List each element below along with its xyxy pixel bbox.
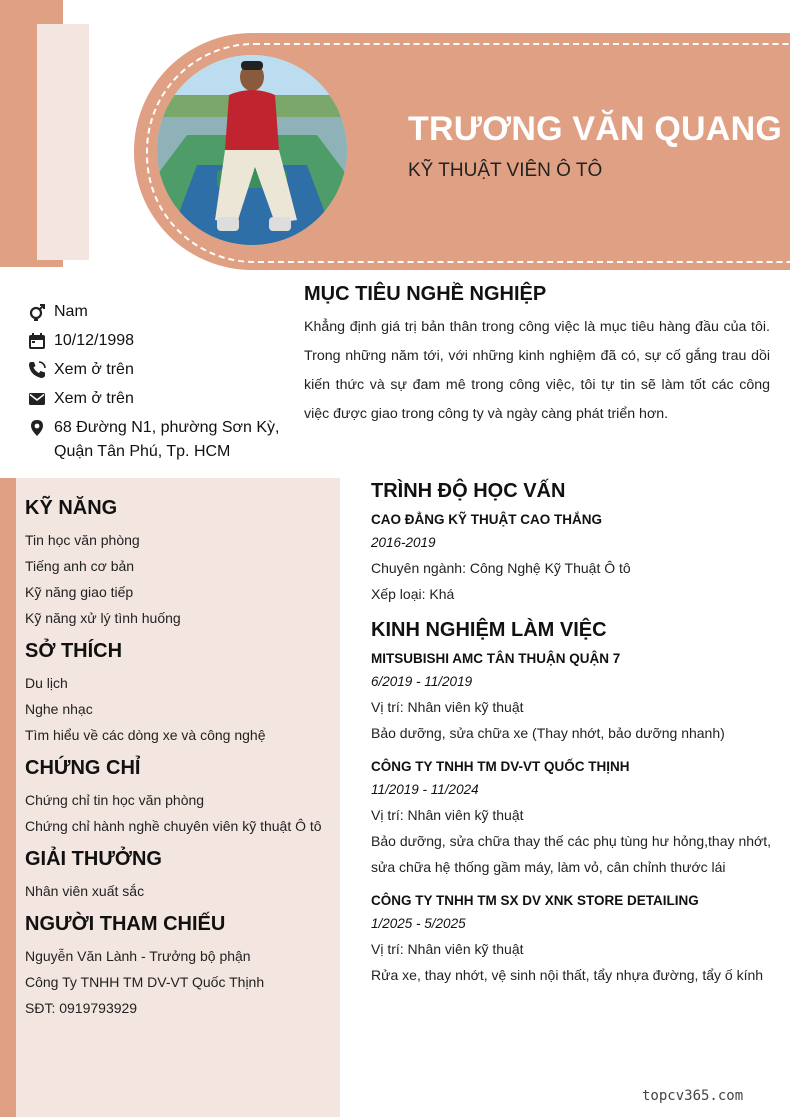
- job-period: 11/2019 - 11/2024: [371, 782, 479, 797]
- contact-gender-value: Nam: [54, 303, 88, 320]
- hobby-item: Tìm hiểu về các dòng xe và công nghệ: [25, 727, 266, 743]
- left-accent-bar: [0, 478, 16, 1117]
- references-heading: NGƯỜI THAM CHIẾU: [25, 913, 226, 935]
- skills-section: [25, 497, 335, 631]
- contact-birthday: [28, 329, 288, 353]
- job-period: 6/2019 - 11/2019: [371, 674, 473, 689]
- left-column: [25, 497, 335, 1030]
- education-school: CAO ĐẲNG KỸ THUẬT CAO THẮNG: [371, 512, 602, 527]
- awards-heading: GIẢI THƯỞNG: [25, 848, 162, 870]
- objective-text: Khẳng định giá trị bản thân trong công việc là mục tiêu hàng đầu của tôi. Trong những năm tới, với những kinh nghiệm đã có, sự cố gắng trau dồi kiến thức và sự đam mê trong công việc, tôi tự tin sẽ làm tốt các công việc được giao trong công ty và ngày càng phát triển hơn.: [304, 319, 770, 422]
- certificates-heading: CHỨNG CHỈ: [25, 757, 141, 779]
- job-description: Bảo dưỡng, sửa chữa xe (Thay nhớt, bảo dưỡng nhanh): [371, 725, 725, 741]
- phone-icon: [28, 361, 46, 379]
- education-major: Chuyên ngành: Công Nghệ Kỹ Thuật Ô tô: [371, 560, 631, 576]
- contact-birthday-value: 10/12/1998: [54, 332, 135, 349]
- contact-list: [28, 300, 288, 469]
- contact-address-value: 68 Đường N1, phường Sơn Kỳ, Quận Tân Phú, Tp. HCM: [54, 419, 280, 460]
- contact-phone: [28, 358, 288, 382]
- hobbies-section: [25, 640, 335, 748]
- job-position: Vị trí: Nhân viên kỹ thuật: [371, 807, 524, 823]
- skill-item: Tiếng anh cơ bản: [25, 558, 135, 574]
- contact-gender: [28, 300, 288, 324]
- candidate-name: TRƯƠNG VĂN QUANG: [408, 110, 782, 148]
- job-description: Bảo dưỡng, sửa chữa thay thế các phụ tùng hư hỏng,thay nhớt, sửa chữa hệ thống gầm máy, làm vỏ, cân chỉnh thước lái: [371, 833, 771, 875]
- job-entry: [371, 648, 771, 746]
- job-company: MITSUBISHI AMC TÂN THUẬN QUẬN 7: [371, 651, 621, 666]
- hobby-item: Nghe nhạc: [25, 701, 93, 717]
- experience-heading: KINH NGHIỆM LÀM VIỆC: [371, 619, 607, 641]
- reference-item: SĐT: 0919793929: [25, 1000, 138, 1016]
- gender-icon: [28, 303, 46, 321]
- job-period: 1/2025 - 5/2025: [371, 916, 466, 931]
- contact-email-value: Xem ở trên: [54, 390, 134, 407]
- award-item: Nhân viên xuất sắc: [25, 883, 145, 899]
- contact-phone-value: Xem ở trên: [54, 361, 134, 378]
- candidate-job-title: KỸ THUẬT VIÊN Ô TÔ: [408, 160, 603, 181]
- education-grade: Xếp loại: Khá: [371, 586, 455, 602]
- certificate-item: Chứng chỉ tin học văn phòng: [25, 792, 205, 808]
- job-entry: [371, 890, 771, 988]
- job-position: Vị trí: Nhân viên kỹ thuật: [371, 941, 524, 957]
- education-period: 2016-2019: [371, 535, 436, 550]
- certificates-section: [25, 757, 335, 839]
- job-entry: [371, 756, 771, 880]
- site-watermark: topcv365.com: [642, 1088, 744, 1104]
- skill-item: Kỹ năng xử lý tình huống: [25, 610, 181, 626]
- skill-item: Tin học văn phòng: [25, 532, 140, 548]
- references-section: [25, 913, 335, 1021]
- job-company: CÔNG TY TNHH TM DV-VT QUỐC THỊNH: [371, 759, 630, 774]
- contact-email: [28, 387, 288, 411]
- education-section: [371, 480, 771, 607]
- experience-section: [371, 619, 771, 988]
- skills-heading: KỸ NĂNG: [25, 497, 118, 519]
- contact-address: [28, 416, 288, 464]
- objective-heading: MỤC TIÊU NGHỀ NGHIỆP: [304, 283, 547, 305]
- corner-accent-inner: [37, 24, 89, 260]
- job-description: Rửa xe, thay nhớt, vệ sinh nội thất, tẩy nhựa đường, tẩy ố kính: [371, 967, 764, 983]
- calendar-icon: [28, 332, 46, 350]
- right-column: [371, 480, 771, 1000]
- hobby-item: Du lịch: [25, 675, 68, 691]
- reference-item: Nguyễn Văn Lành - Trưởng bộ phận: [25, 948, 251, 964]
- job-company: CÔNG TY TNHH TM SX DV XNK STORE DETAILING: [371, 893, 699, 908]
- location-icon: [28, 419, 46, 437]
- education-heading: TRÌNH ĐỘ HỌC VẤN: [371, 480, 566, 502]
- certificate-item: Chứng chỉ hành nghề chuyên viên kỹ thuật Ô tô: [25, 818, 322, 834]
- profile-photo: [157, 55, 347, 245]
- job-position: Vị trí: Nhân viên kỹ thuật: [371, 699, 524, 715]
- awards-section: [25, 848, 335, 904]
- skill-item: Kỹ năng giao tiếp: [25, 584, 134, 600]
- reference-item: Công Ty TNHH TM DV-VT Quốc Thịnh: [25, 974, 265, 990]
- hobbies-heading: SỞ THÍCH: [25, 640, 123, 662]
- email-icon: [28, 390, 46, 408]
